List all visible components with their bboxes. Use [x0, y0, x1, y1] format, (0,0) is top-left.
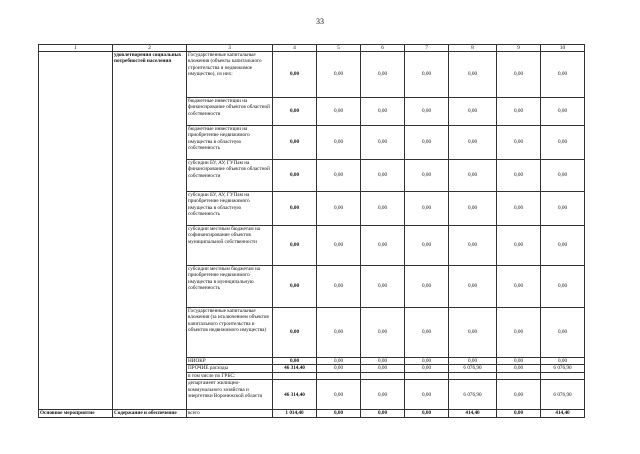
value-cell [273, 372, 317, 379]
value-cell [497, 372, 541, 379]
header-cell: 9 [497, 45, 541, 52]
expense-label: бюджетные инвестиции на финансирование объектов областной собственности [187, 98, 273, 126]
value-cell: 0,00 [497, 126, 541, 160]
value-cell: 0,00 [449, 226, 497, 266]
value-cell: 0,00 [317, 365, 361, 372]
value-cell: 6 076,90 [449, 380, 497, 410]
header-cell: 3 [187, 45, 273, 52]
value-cell: 1 014,40 [273, 410, 317, 417]
value-cell: 0,00 [405, 126, 449, 160]
value-cell: 0,00 [317, 410, 361, 417]
value-cell: 0,00 [405, 226, 449, 266]
value-cell: 0,00 [497, 52, 541, 98]
value-cell: 0,00 [273, 160, 317, 192]
value-cell: 0,00 [541, 266, 585, 308]
value-cell: 0,00 [405, 358, 449, 365]
value-cell: 0,00 [361, 308, 405, 358]
expense-label: в том числе по ГРБС: [187, 372, 273, 379]
table-row [39, 410, 585, 417]
value-cell: 46 314,40 [273, 365, 317, 372]
value-cell: 0,00 [361, 98, 405, 126]
value-cell: 0,00 [497, 308, 541, 358]
value-cell: 0,00 [497, 160, 541, 192]
value-cell: 414,40 [449, 410, 497, 417]
value-cell: 0,00 [361, 380, 405, 410]
value-cell: 0,00 [449, 308, 497, 358]
value-cell: 0,00 [449, 192, 497, 226]
header-cell: 4 [273, 45, 317, 52]
expense-label: департамент жилищно-коммунального хозяйства и энергетики Воронежской области [187, 380, 273, 410]
value-cell: 0,00 [317, 98, 361, 126]
value-cell: 0,00 [317, 192, 361, 226]
value-cell: 46 314,40 [273, 380, 317, 410]
value-cell: 0,00 [541, 226, 585, 266]
value-cell: 0,00 [449, 52, 497, 98]
value-cell: 0,00 [361, 192, 405, 226]
expense-label: Государственные капитальные вложения (за исключением объектов капитального строительства и объектов недвижимого имущества) [187, 308, 273, 358]
value-cell: 0,00 [541, 98, 585, 126]
value-cell: 0,00 [405, 52, 449, 98]
value-cell: 0,00 [361, 226, 405, 266]
value-cell: 0,00 [273, 226, 317, 266]
header-cell: 2 [113, 45, 187, 52]
program-type-cell [39, 52, 113, 410]
value-cell: 0,00 [361, 365, 405, 372]
value-cell: 0,00 [405, 160, 449, 192]
value-cell: 0,00 [405, 380, 449, 410]
value-cell: 0,00 [541, 308, 585, 358]
value-cell: 0,00 [449, 266, 497, 308]
value-cell: 0,00 [497, 365, 541, 372]
value-cell: 0,00 [497, 98, 541, 126]
value-cell: 0,00 [273, 358, 317, 365]
value-cell: 0,00 [497, 380, 541, 410]
value-cell: 0,00 [405, 410, 449, 417]
value-cell: 0,00 [497, 192, 541, 226]
value-cell: 0,00 [541, 160, 585, 192]
value-cell: 0,00 [317, 380, 361, 410]
header-cell: 5 [317, 45, 361, 52]
value-cell: 6 076,90 [541, 380, 585, 410]
value-cell: 0,00 [449, 358, 497, 365]
header-cell: 7 [405, 45, 449, 52]
header-row [39, 45, 585, 52]
value-cell: 0,00 [273, 266, 317, 308]
value-cell: 0,00 [273, 52, 317, 98]
expense-label: субсидии БУ, АУ, ГУПам на финансирование объектов областной собственности [187, 160, 273, 192]
value-cell: 0,00 [541, 126, 585, 160]
value-cell [449, 372, 497, 379]
value-cell: 0,00 [361, 410, 405, 417]
value-cell [541, 372, 585, 379]
value-cell: 0,00 [361, 126, 405, 160]
program-type-cell: Основное мероприятие [39, 410, 113, 417]
expense-label: всего [187, 410, 273, 417]
value-cell: 0,00 [361, 160, 405, 192]
value-cell: 6 076,90 [449, 365, 497, 372]
budget-table [38, 44, 585, 418]
value-cell: 0,00 [541, 358, 585, 365]
value-cell: 0,00 [405, 98, 449, 126]
value-cell: 0,00 [497, 410, 541, 417]
header-cell: 8 [449, 45, 497, 52]
value-cell: 0,00 [317, 160, 361, 192]
value-cell: 0,00 [317, 52, 361, 98]
value-cell: 0,00 [497, 358, 541, 365]
header-cell: 10 [541, 45, 585, 52]
value-cell [317, 372, 361, 379]
value-cell: 414,40 [541, 410, 585, 417]
expense-label: бюджетные инвестиции на приобретение недвижимого имущества в областную собственность [187, 126, 273, 160]
value-cell: 0,00 [273, 192, 317, 226]
value-cell: 0,00 [405, 308, 449, 358]
value-cell: 0,00 [449, 98, 497, 126]
value-cell: 0,00 [361, 266, 405, 308]
value-cell: 0,00 [361, 52, 405, 98]
value-cell: 0,00 [449, 160, 497, 192]
expense-label: НИОКР [187, 358, 273, 365]
value-cell: 0,00 [405, 192, 449, 226]
page-number: 33 [316, 17, 324, 26]
value-cell: 0,00 [405, 266, 449, 308]
value-cell: 0,00 [541, 52, 585, 98]
value-cell: 0,00 [273, 308, 317, 358]
expense-label: субсидии местным бюджетам на приобретение недвижимого имущества в муниципальную собственность [187, 266, 273, 308]
value-cell: 0,00 [317, 266, 361, 308]
value-cell: 0,00 [449, 126, 497, 160]
value-cell: 0,00 [317, 308, 361, 358]
expense-label: Государственные капитальные вложения (объекты капитального строительства и недвижимое имущество), из них: [187, 52, 273, 98]
expense-label: субсидии БУ, АУ, ГУПам на приобретение недвижимого имущества в областную собственность [187, 192, 273, 226]
value-cell [405, 372, 449, 379]
value-cell: 0,00 [317, 358, 361, 365]
value-cell: 0,00 [273, 126, 317, 160]
value-cell: 0,00 [497, 226, 541, 266]
table-row [39, 52, 585, 98]
program-name-cell: Содержание и обеспечение [113, 410, 187, 417]
expense-label: ПРОЧИЕ расходы [187, 365, 273, 372]
expense-label: субсидии местным бюджетам на софинансирование объектов муниципальной собственности [187, 226, 273, 266]
value-cell: 6 076,90 [541, 365, 585, 372]
header-cell: 1 [39, 45, 113, 52]
value-cell: 0,00 [317, 226, 361, 266]
program-name-cell: удовлетворения социальных потребностей населения [113, 52, 187, 410]
value-cell: 0,00 [405, 365, 449, 372]
value-cell: 0,00 [273, 98, 317, 126]
value-cell [361, 372, 405, 379]
header-cell: 6 [361, 45, 405, 52]
value-cell: 0,00 [497, 266, 541, 308]
value-cell: 0,00 [541, 192, 585, 226]
value-cell: 0,00 [361, 358, 405, 365]
value-cell: 0,00 [317, 126, 361, 160]
